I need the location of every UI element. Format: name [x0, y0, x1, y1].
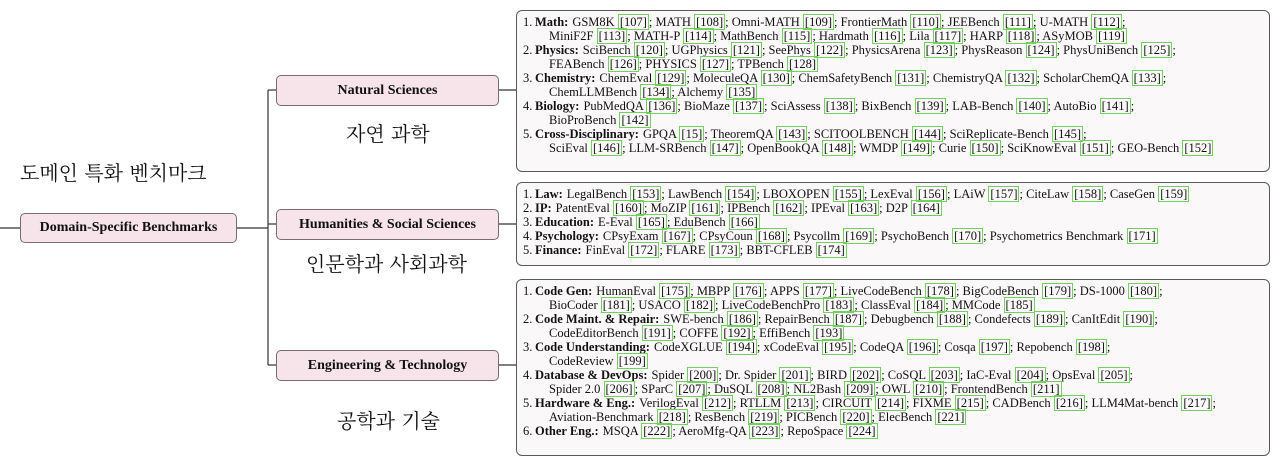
- citation-ref[interactable]: [178]: [926, 284, 954, 298]
- citation-ref[interactable]: [201]: [781, 368, 809, 382]
- benchmark-line: Aviation-Benchmark [218] ; ResBench [219] ; PICBench [220] ; ElecBench [221]: [549, 410, 965, 424]
- citation-ref[interactable]: [212]: [703, 396, 732, 410]
- benchmark-line: BioProBench [142]: [549, 113, 649, 127]
- citation-ref[interactable]: [157]: [990, 187, 1018, 201]
- citation-ref[interactable]: [119]: [1098, 29, 1125, 43]
- branch-label: Humanities & Social Sciences: [299, 216, 476, 232]
- citation-ref[interactable]: [181]: [602, 298, 630, 312]
- list-item: 5. Cross-Disciplinary: GPQA [15] ; TheoremQA [143] ; SCITOOLBENCH [144] ; SciReplicate-Bench [145] ; SciEval [146] ; LLM-SRBench [147] ; OpenBookQA [148] ; WMDP [149] ; Curie [150] ; SciKnowEval [151] ; GEO-Bench [152]: [523, 127, 1263, 155]
- category-label: IP:: [535, 201, 552, 215]
- citation-ref[interactable]: [169]: [845, 229, 873, 243]
- branch-humanities-social-sciences: [276, 209, 499, 240]
- benchmark-line: PubMedQA [136] ; BioMaze [137] ; SciAssess [138] ; BixBench [139] ; LAB-Bench [140] ; AutoBio [141] ;: [583, 99, 1135, 113]
- citation-ref[interactable]: [184]: [916, 298, 944, 312]
- list-item: 4. Biology: PubMedQA [136] ; BioMaze [137] ; SciAssess [138] ; BixBench [139] ; LAB-Bench [140] ; AutoBio [141] ; BioProBench [142]: [523, 99, 1263, 127]
- citation-ref[interactable]: [188]: [938, 312, 966, 326]
- citation-ref[interactable]: [187]: [834, 312, 862, 326]
- benchmark-line: HumanEval [175] ; MBPP [176] ; APPS [177] ; LiveCodeBench [178] ; BigCodeBench [179] ; DS-1000 [180] ;: [596, 284, 1163, 298]
- citation-ref[interactable]: [113]: [598, 29, 626, 43]
- category-label: Psychology:: [535, 229, 599, 243]
- citation-ref[interactable]: [163]: [850, 201, 878, 215]
- citation-ref[interactable]: [175]: [661, 284, 689, 298]
- citation-ref[interactable]: [149]: [902, 141, 931, 155]
- benchmark-line: PatentEval [160] ; MoZIP [161] ; IPBench [162] ; IPEval [163] ; D2P [164]: [555, 201, 940, 215]
- category-label: Education:: [535, 215, 595, 229]
- list-item: 4. Database & DevOps: Spider [200] ; Dr. Spider [201] ; BIRD [202] ; CoSQL [203] ; IaC-Eval [204] ; OpsEval [205] ; Spider 2.0 [206] ; SParC [207] ; DuSQL [208] ; NL2Bash [209] ; OWL [210] ; FrontendBench [211]: [523, 368, 1263, 396]
- citation-ref[interactable]: [155]: [834, 187, 862, 201]
- citation-ref[interactable]: [129]: [657, 71, 685, 85]
- citation-ref[interactable]: [176]: [734, 284, 762, 298]
- citation-ref[interactable]: [219]: [750, 410, 778, 424]
- citation-ref[interactable]: [215]: [956, 396, 984, 410]
- citation-ref[interactable]: [115]: [783, 29, 811, 43]
- citation-ref[interactable]: [111]: [1004, 15, 1031, 29]
- citation-ref[interactable]: [130]: [762, 71, 790, 85]
- engineering-list: [516, 279, 1270, 456]
- benchmark-line: CPsyExam [167] ; CPsyCoun [168] ; Psycollm [169] ; PsychoBench [170] ; Psychometrics Benchmark [171]: [602, 229, 1156, 243]
- citation-ref[interactable]: [192]: [723, 326, 751, 340]
- branch-natural-sciences-korean: 자연 과학: [346, 122, 430, 146]
- citation-ref[interactable]: [160]: [614, 201, 643, 215]
- citation-ref[interactable]: [217]: [1183, 396, 1211, 410]
- citation-ref[interactable]: [125]: [1143, 43, 1171, 57]
- citation-ref[interactable]: [180]: [1130, 284, 1158, 298]
- benchmark-line: Spider 2.0 [206] ; SParC [207] ; DuSQL [208] ; NL2Bash [209] ; OWL [210] ; FrontendBench [211]: [549, 382, 1060, 396]
- citation-ref[interactable]: [218]: [658, 410, 686, 424]
- citation-ref[interactable]: [206]: [605, 382, 633, 396]
- category-label: Code Gen:: [535, 284, 593, 298]
- benchmark-line: CodeReview [199]: [549, 354, 646, 368]
- category-label: Code Maint. & Repair:: [535, 312, 660, 326]
- benchmark-line: ChemLLMBench [134] ; Alchemy [135]: [549, 85, 756, 99]
- citation-ref[interactable]: [142]: [621, 113, 649, 127]
- citation-ref[interactable]: [164]: [912, 201, 940, 215]
- benchmark-line: LegalBench [153] ; LawBench [154] ; LBOXOPEN [155] ; LexEval [156] ; LAiW [157] ; CiteLaw [158] ; CaseGen [159]: [566, 187, 1188, 201]
- citation-ref[interactable]: [146]: [593, 141, 621, 155]
- list-item: 5. Hardware & Eng.: VerilogEval [212] ; RTLLM [213] ; CIRCUIT [214] ; FIXME [215] ; CADBench [216] ; LLM4Mat-bench [217] ; Aviation-Benchmark [218] ; ResBench [219] ; PICBench [220] ; ElecBench [221]: [523, 396, 1263, 424]
- citation-ref[interactable]: [223]: [751, 424, 779, 438]
- branch-label: Engineering & Technology: [307, 357, 468, 373]
- citation-ref[interactable]: [123]: [925, 43, 953, 57]
- citation-ref[interactable]: [224]: [848, 424, 876, 438]
- citation-ref[interactable]: [182]: [685, 298, 713, 312]
- list-item: 5. Finance: FinEval [172] ; FLARE [173] ; BBT-CFLEB [174]: [523, 243, 845, 257]
- list-item: 2. Physics: SciBench [120] ; UGPhysics [121] ; SeePhys [122] ; PhysicsArena [123] ; PhysReason [124] ; PhysUniBench [125] ; FEABench [126] ; PHYSICS [127] ; TPBench [128]: [523, 43, 1263, 71]
- citation-ref[interactable]: [152]: [1184, 141, 1212, 155]
- citation-ref[interactable]: [210]: [915, 382, 943, 396]
- category-label: Hardware & Eng.:: [535, 396, 636, 410]
- benchmark-line: MiniF2F [113] ; MATH-P [114] ; MathBench [115] ; Hardmath [116] ; Lila [117] ; HARP [118] ; ASyMOB [119]: [549, 29, 1125, 43]
- benchmark-line: ChemEval [129] ; MoleculeQA [130] ; ChemSafetyBench [131] ; ChemistryQA [132] ; ScholarChemQA [133] ;: [599, 71, 1167, 85]
- citation-ref[interactable]: [133]: [1133, 71, 1161, 85]
- citation-ref[interactable]: [177]: [804, 284, 832, 298]
- list-item: 1. Code Gen: HumanEval [175] ; MBPP [176] ; APPS [177] ; LiveCodeBench [178] ; BigCodeBench [179] ; DS-1000 [180] ; BioCoder [181] ; USACO [182] ; LiveCodeBenchPro [183] ; ClassEval [184] ; MMCode [185]: [523, 284, 1263, 312]
- natural-sciences-list: [516, 10, 1270, 172]
- benchmark-line: SWE-bench [186] ; RepairBench [187] ; Debugbench [188] ; Condefects [189] ; CanItEdit [190] ;: [663, 312, 1158, 326]
- category-label: Math:: [535, 15, 569, 29]
- list-item: 3. Code Understanding: CodeXGLUE [194] ; xCodeEval [195] ; CodeQA [196] ; Cosqa [197] ; Repobench [198] ; CodeReview [199]: [523, 340, 1263, 368]
- category-label: Cross-Disciplinary:: [535, 127, 639, 141]
- category-label: Physics:: [535, 43, 579, 57]
- citation-ref[interactable]: [147]: [711, 141, 739, 155]
- citation-ref[interactable]: [216]: [1055, 396, 1083, 410]
- citation-ref[interactable]: [131]: [897, 71, 925, 85]
- citation-ref[interactable]: [200]: [689, 368, 717, 382]
- citation-ref[interactable]: [207]: [678, 382, 706, 396]
- citation-ref[interactable]: [108]: [696, 15, 724, 29]
- citation-ref[interactable]: [143]: [778, 127, 806, 141]
- citation-ref[interactable]: [194]: [727, 340, 755, 354]
- citation-ref[interactable]: [120]: [635, 43, 663, 57]
- list-item: 4. Psychology: CPsyExam [167] ; CPsyCoun [168] ; Psycollm [169] ; PsychoBench [170] ; Psychometrics Benchmark [171]: [523, 229, 1156, 243]
- citation-ref[interactable]: [132]: [1007, 71, 1035, 85]
- citation-ref[interactable]: [172]: [630, 243, 658, 257]
- root-label: Domain-Specific Benchmarks: [39, 220, 218, 235]
- citation-ref[interactable]: [214]: [876, 396, 905, 410]
- citation-ref[interactable]: [196]: [908, 340, 936, 354]
- root-node: [20, 213, 237, 243]
- benchmark-line: MSQA [222] ; AeroMfg-QA [223] ; RepoSpace [224]: [602, 424, 876, 438]
- citation-ref[interactable]: [167]: [663, 229, 691, 243]
- citation-ref[interactable]: [128]: [789, 57, 817, 71]
- list-item: 2. IP: PatentEval [160] ; MoZIP [161] ; IPBench [162] ; IPEval [163] ; D2P [164]: [523, 201, 940, 215]
- citation-ref[interactable]: [170]: [954, 229, 982, 243]
- citation-ref[interactable]: [159]: [1160, 187, 1188, 201]
- citation-ref[interactable]: [162]: [775, 201, 803, 215]
- humanities-list: [516, 182, 1270, 266]
- citation-ref[interactable]: [135]: [728, 85, 756, 99]
- citation-ref[interactable]: [15]: [681, 127, 703, 141]
- citation-ref[interactable]: [145]: [1054, 127, 1082, 141]
- citation-ref[interactable]: [144]: [913, 127, 942, 141]
- citation-ref[interactable]: [154]: [727, 187, 755, 201]
- category-label: Code Understanding:: [535, 340, 650, 354]
- citation-ref[interactable]: [213]: [786, 396, 814, 410]
- benchmark-line: GSM8K [107] ; MATH [108] ; Omni-MATH [109] ; FrontierMath [110] ; JEEBench [111] ; U-MATH [112] ;: [572, 15, 1126, 29]
- benchmark-line: GPQA [15] ; TheoremQA [143] ; SCITOOLBENCH [144] ; SciReplicate-Bench [145] ;: [642, 127, 1087, 141]
- benchmark-line: FEABench [126] ; PHYSICS [127] ; TPBench [128]: [549, 57, 817, 71]
- citation-ref[interactable]: [185]: [1005, 298, 1033, 312]
- citation-ref[interactable]: [173]: [710, 243, 738, 257]
- citation-ref[interactable]: [191]: [643, 326, 671, 340]
- citation-ref[interactable]: [220]: [842, 410, 870, 424]
- citation-ref[interactable]: [153]: [632, 187, 660, 201]
- citation-ref[interactable]: [156]: [917, 187, 945, 201]
- branch-natural-sciences: [276, 75, 499, 106]
- citation-ref[interactable]: [165]: [637, 215, 665, 229]
- benchmark-line: FinEval [172] ; FLARE [173] ; BBT-CFLEB [174]: [585, 243, 845, 257]
- citation-ref[interactable]: [168]: [757, 229, 785, 243]
- citation-ref[interactable]: [150]: [971, 141, 999, 155]
- citation-ref[interactable]: [117]: [934, 29, 962, 43]
- list-item: 3. Chemistry: ChemEval [129] ; MoleculeQA [130] ; ChemSafetyBench [131] ; ChemistryQA [132] ; ScholarChemQA [133] ; ChemLLMBench [134] ; Alchemy [135]: [523, 71, 1263, 99]
- citation-ref[interactable]: [208]: [757, 382, 785, 396]
- citation-ref[interactable]: [127]: [701, 57, 729, 71]
- citation-ref[interactable]: [190]: [1125, 312, 1153, 326]
- list-item: 3. Education: E-Eval [165] ; EduBench [166]: [523, 215, 758, 229]
- citation-ref[interactable]: [198]: [1077, 340, 1105, 354]
- citation-ref[interactable]: [138]: [825, 99, 853, 113]
- citation-ref[interactable]: [211]: [1032, 382, 1060, 396]
- category-label: Biology:: [535, 99, 580, 113]
- branch-humanities-korean: 인문학과 사회과학: [306, 252, 467, 276]
- branch-engineering-technology: [276, 350, 499, 381]
- citation-ref[interactable]: [109]: [804, 15, 832, 29]
- citation-ref[interactable]: [203]: [930, 368, 958, 382]
- citation-ref[interactable]: [151]: [1081, 141, 1109, 155]
- citation-ref[interactable]: [221]: [937, 410, 965, 424]
- benchmark-line: SciEval [146] ; LLM-SRBench [147] ; OpenBookQA [148] ; WMDP [149] ; Curie [150] ; SciKnowEval [151] ; GEO-Bench [152]: [549, 141, 1212, 155]
- citation-ref[interactable]: [222]: [643, 424, 671, 438]
- category-label: Law:: [535, 187, 563, 201]
- citation-ref[interactable]: [121]: [732, 43, 760, 57]
- citation-ref[interactable]: [174]: [817, 243, 845, 257]
- benchmark-line: E-Eval [165] ; EduBench [166]: [598, 215, 758, 229]
- benchmark-line: VerilogEval [212] ; RTLLM [213] ; CIRCUIT [214] ; FIXME [215] ; CADBench [216] ; LLM4Mat-bench [217] ;: [639, 396, 1216, 410]
- citation-ref[interactable]: [205]: [1100, 368, 1128, 382]
- citation-ref[interactable]: [116]: [874, 29, 901, 43]
- benchmark-line: CodeEditorBench [191] ; COFFE [192] ; EffiBench [193]: [549, 326, 843, 340]
- citation-ref[interactable]: [122]: [816, 43, 844, 57]
- citation-ref[interactable]: [166]: [730, 215, 758, 229]
- citation-ref[interactable]: [107]: [619, 15, 647, 29]
- category-label: Finance:: [535, 243, 582, 257]
- list-item: 6. Other Eng.: MSQA [222] ; AeroMfg-QA [223] ; RepoSpace [224]: [523, 424, 876, 438]
- branch-engineering-korean: 공학과 기술: [337, 409, 440, 433]
- category-label: Other Eng.:: [535, 424, 599, 438]
- citation-ref[interactable]: [161]: [691, 201, 719, 215]
- citation-ref[interactable]: [139]: [916, 99, 944, 113]
- benchmark-line: BioCoder [181] ; USACO [182] ; LiveCodeBenchPro [183] ; ClassEval [184] ; MMCode [185]: [549, 298, 1033, 312]
- citation-ref[interactable]: [148]: [823, 141, 851, 155]
- category-label: Database & DevOps:: [535, 368, 648, 382]
- benchmark-line: CodeXGLUE [194] ; xCodeEval [195] ; CodeQA [196] ; Cosqa [197] ; Repobench [198] ;: [653, 340, 1111, 354]
- citation-ref[interactable]: [124]: [1027, 43, 1055, 57]
- category-label: Chemistry:: [535, 71, 596, 85]
- citation-ref[interactable]: [195]: [824, 340, 852, 354]
- citation-ref[interactable]: [197]: [980, 340, 1008, 354]
- citation-ref[interactable]: [179]: [1044, 284, 1072, 298]
- citation-ref[interactable]: [140]: [1018, 99, 1046, 113]
- benchmark-line: Spider [200] ; Dr. Spider [201] ; BIRD [202] ; CoSQL [203] ; IaC-Eval [204] ; OpsEval [205] ;: [651, 368, 1134, 382]
- list-item: 1. Math: GSM8K [107] ; MATH [108] ; Omni-MATH [109] ; FrontierMath [110] ; JEEBench [111] ; U-MATH [112] ; MiniF2F [113] ; MATH-P [114] ; MathBench [115] ; Hardmath [116] ; Lila [117] ; HARP [118] ; ASyMOB [119]: [523, 15, 1263, 43]
- branch-label: Natural Sciences: [337, 82, 438, 98]
- citation-ref[interactable]: [171]: [1128, 229, 1156, 243]
- citation-ref[interactable]: [112]: [1093, 15, 1120, 29]
- citation-ref[interactable]: [158]: [1074, 187, 1102, 201]
- benchmark-line: SciBench [120] ; UGPhysics [121] ; SeePhys [122] ; PhysicsArena [123] ; PhysReason [124] ; PhysUniBench [125] ;: [582, 43, 1176, 57]
- root-korean-caption: 도메인 특화 벤치마크: [20, 161, 207, 185]
- citation-ref[interactable]: [141]: [1101, 99, 1129, 113]
- citation-ref[interactable]: [186]: [728, 312, 756, 326]
- citation-ref[interactable]: [199]: [618, 354, 646, 368]
- citation-ref[interactable]: [134]: [642, 85, 670, 99]
- citation-ref[interactable]: [126]: [609, 57, 637, 71]
- citation-ref[interactable]: [189]: [1035, 312, 1063, 326]
- citation-ref[interactable]: [136]: [648, 99, 676, 113]
- citation-ref[interactable]: [183]: [825, 298, 853, 312]
- citation-ref[interactable]: [193]: [815, 326, 843, 340]
- citation-ref[interactable]: [202]: [852, 368, 880, 382]
- citation-ref[interactable]: [137]: [734, 99, 763, 113]
- citation-ref[interactable]: [114]: [685, 29, 712, 43]
- citation-ref[interactable]: [110]: [912, 15, 940, 29]
- citation-ref[interactable]: [209]: [846, 382, 874, 396]
- list-item: 2. Code Maint. & Repair: SWE-bench [186] ; RepairBench [187] ; Debugbench [188] ; Condefects [189] ; CanItEdit [190] ; CodeEditorBench [191] ; COFFE [192] ; EffiBench [193]: [523, 312, 1263, 340]
- citation-ref[interactable]: [204]: [1016, 368, 1044, 382]
- citation-ref[interactable]: [118]: [1007, 29, 1035, 43]
- list-item: 1. Law: LegalBench [153] ; LawBench [154] ; LBOXOPEN [155] ; LexEval [156] ; LAiW [157] ; CiteLaw [158] ; CaseGen [159]: [523, 187, 1188, 201]
